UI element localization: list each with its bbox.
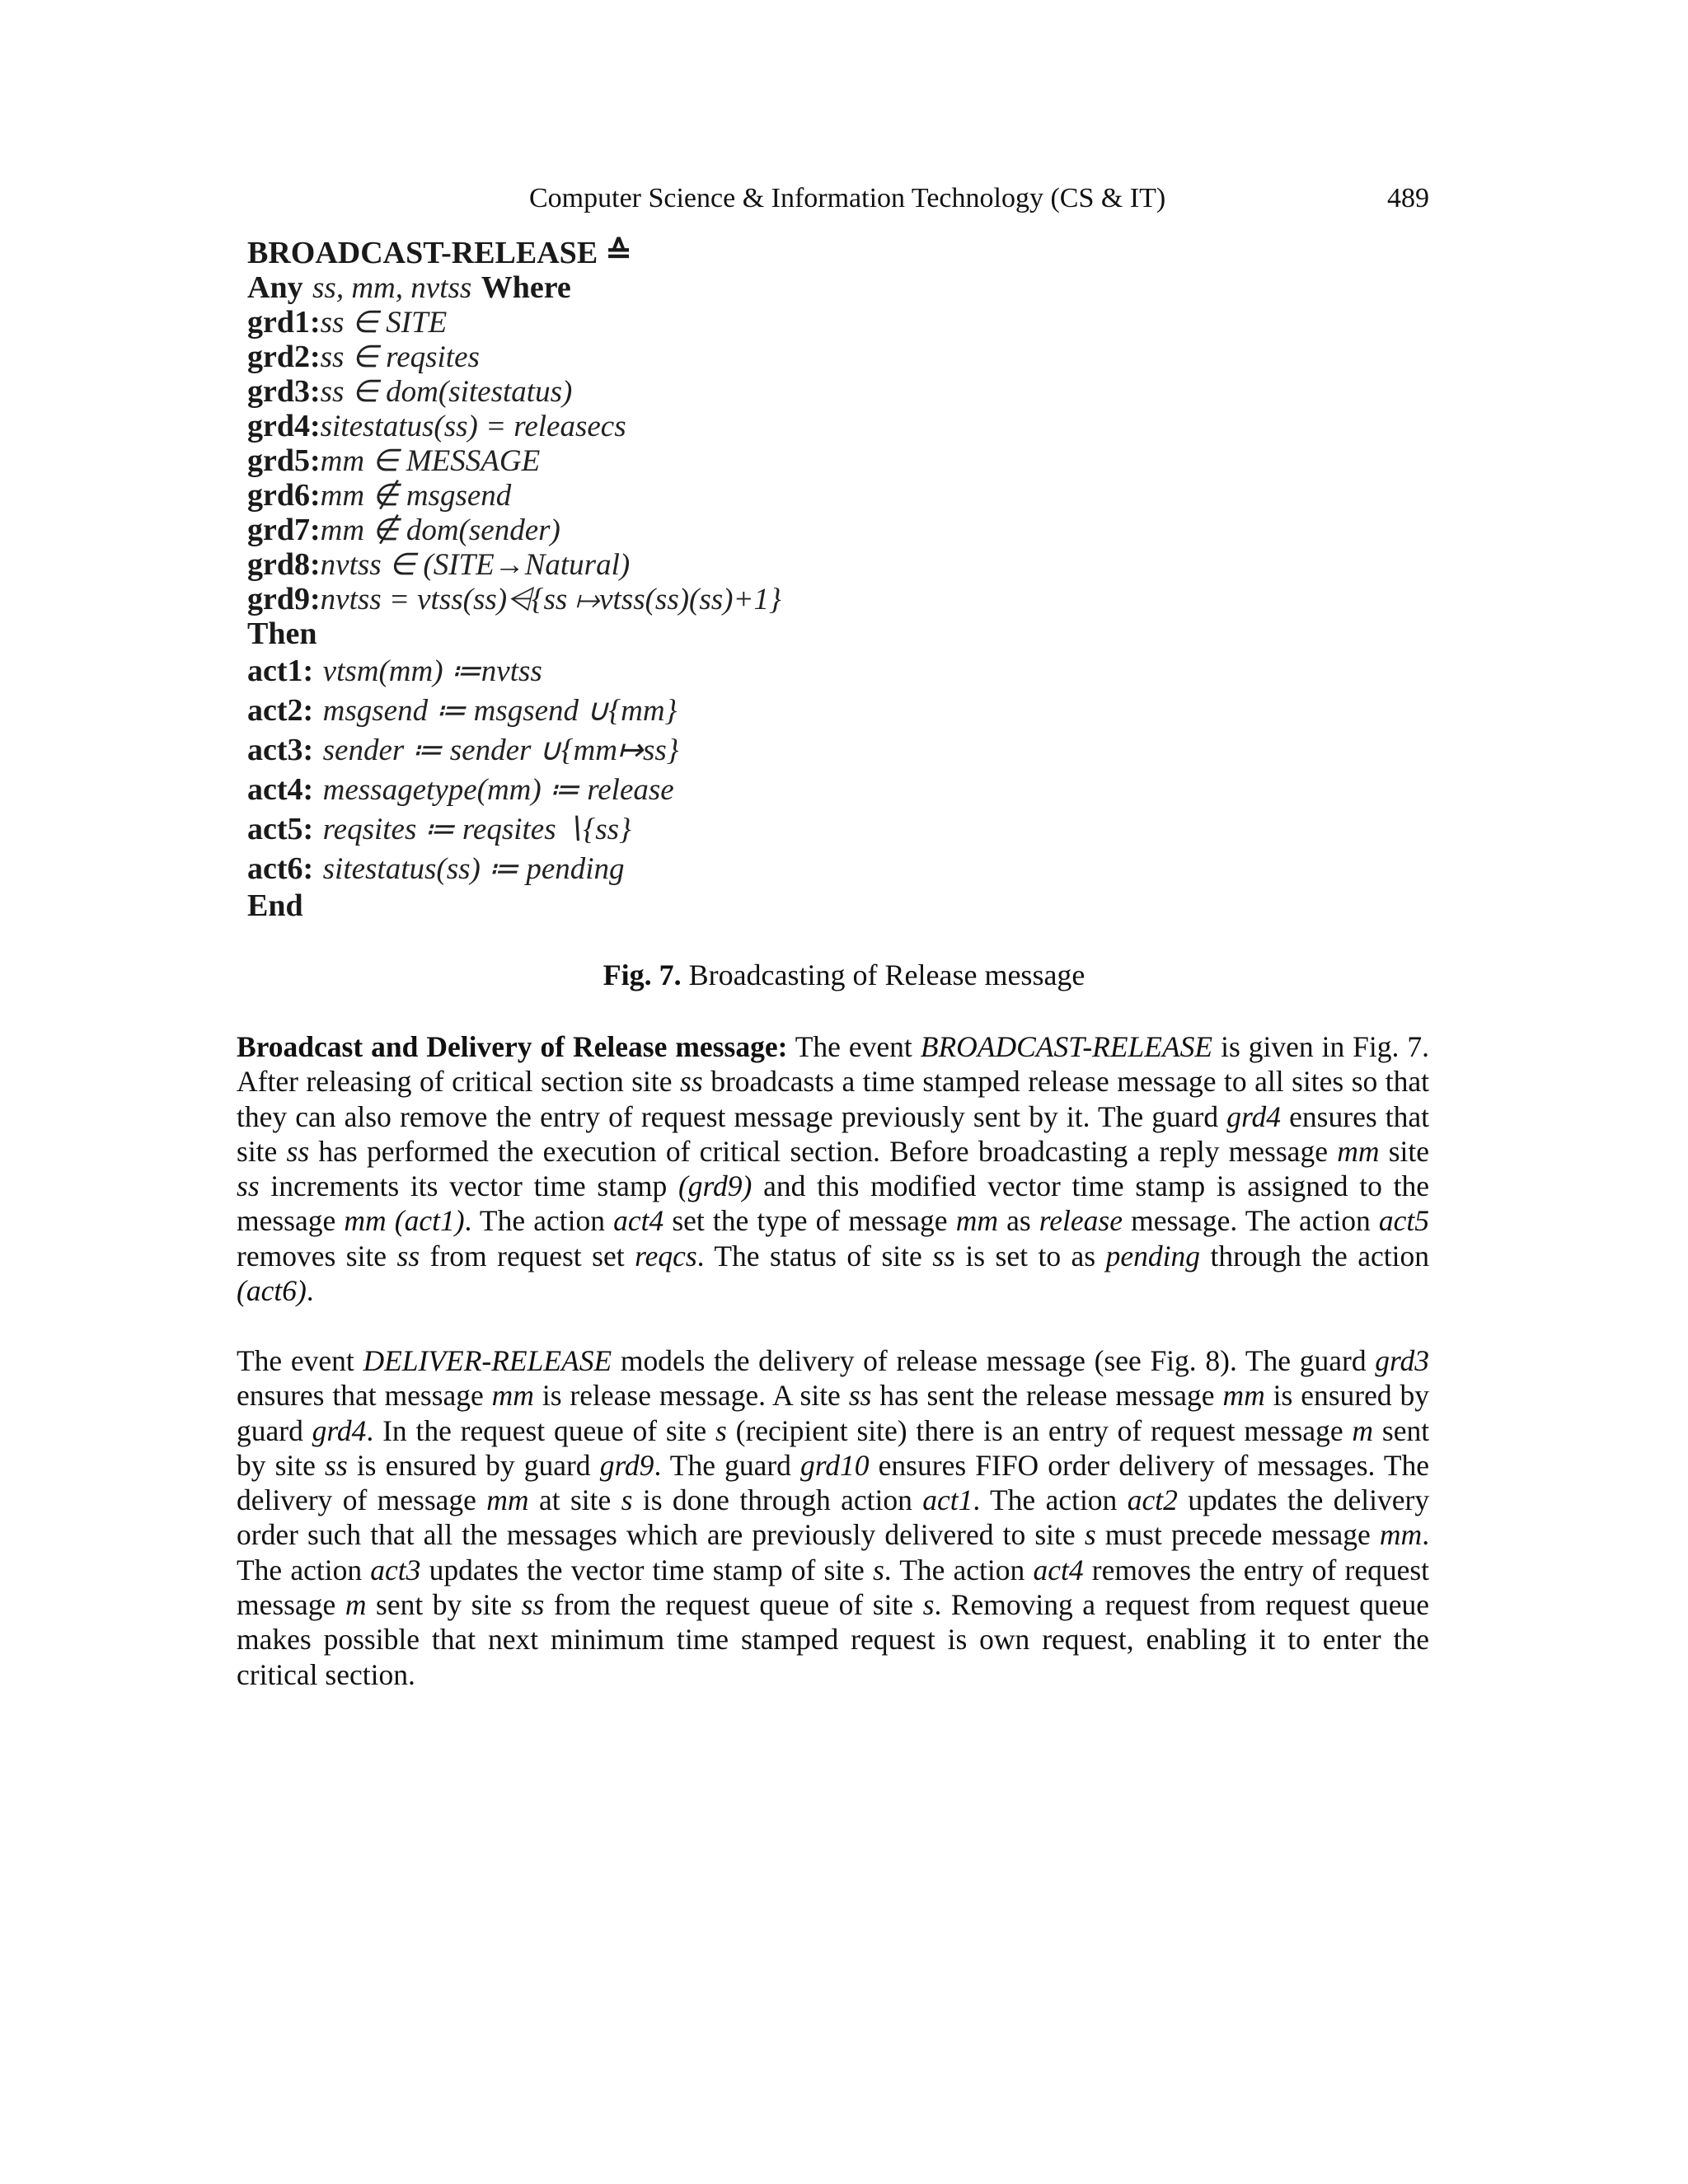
text-run: has sent the release message [879, 1379, 1215, 1413]
action-line [247, 849, 989, 888]
figure-label: Fig. 7. [603, 958, 682, 991]
text-run: sent by site [376, 1588, 513, 1622]
guard-expression: nvtss ∈ (SITE→Natural) [320, 548, 631, 582]
italic-term: mm [491, 1379, 534, 1413]
text-run: is ensured by guard [237, 1379, 1430, 1447]
guard-label: grd2: [247, 340, 321, 374]
text-run: broadcasts a time stamped release message to all sites so that they can also remove the entry of request message previously sent by it. The guard [237, 1065, 1430, 1133]
italic-term: reqcs [635, 1239, 697, 1272]
action-expression: sender ≔ sender ∪{mm↦ss} [322, 733, 679, 767]
end-keyword: End [247, 888, 303, 923]
italic-term: release [1039, 1204, 1123, 1238]
italic-term: mm [1379, 1518, 1423, 1552]
text-run: removes the entry of request message [237, 1553, 1430, 1622]
text-run: message. The action [1131, 1204, 1371, 1238]
action-expression: msgsend ≔ msgsend ∪{mm} [322, 694, 678, 728]
guard-label: grd5: [247, 443, 321, 478]
guard-line [247, 409, 989, 443]
text-run: . The status of site [696, 1239, 922, 1272]
action-label: act2: [247, 693, 314, 728]
text-run: at site [538, 1483, 612, 1517]
italic-term: act3 [370, 1553, 421, 1586]
text-run: updates the vector time stamp of site [429, 1553, 865, 1586]
text-run: . Removing a request from request queue makes possible that next minimum time stamped request is own request, enabling it to enter the critical section. [237, 1588, 1430, 1691]
paragraph-broadcast-release [237, 1029, 1429, 1308]
guard-expression: nvtss = vtss(ss)⩤{ss ↦vtss(ss)(ss)+1} [320, 583, 781, 616]
italic-term: grd9 [599, 1448, 654, 1482]
action-line [247, 730, 989, 770]
guard-label: grd8: [247, 547, 321, 582]
text-run: is ensured by guard [356, 1448, 591, 1482]
italic-term: ss [848, 1379, 872, 1413]
text-run: is done through action [642, 1483, 912, 1517]
guard-expression: mm ∈ MESSAGE [320, 444, 541, 478]
text-run: . The action [973, 1483, 1118, 1517]
italic-term: act4 [1033, 1553, 1084, 1586]
guard-expression: mm ∉ dom(sender) [320, 513, 560, 547]
italic-term: grd4 [1226, 1099, 1282, 1133]
text-run: ensures FIFO order delivery of messages. The delivery of message [237, 1448, 1430, 1517]
text-run: must precede message [1104, 1518, 1371, 1552]
italic-term: act2 [1127, 1483, 1178, 1517]
text-run: ensures that site [237, 1099, 1430, 1168]
text-run: site [1388, 1134, 1430, 1168]
guard-label: grd3: [247, 374, 321, 409]
italic-term: DELIVER-RELEASE [363, 1344, 612, 1377]
guard-line [247, 374, 989, 409]
guard-expression: ss ∈ SITE [320, 306, 448, 340]
italic-term: pending [1105, 1239, 1200, 1272]
italic-term: ss [325, 1448, 348, 1482]
text-run: through the action [1210, 1239, 1429, 1272]
action-label: act6: [247, 851, 314, 886]
italic-term: ss [932, 1239, 955, 1272]
action-line [247, 809, 989, 849]
guard-expression: ss ∈ reqsites [320, 340, 480, 374]
italic-term: s [1084, 1518, 1096, 1552]
italic-term: grd3 [1375, 1344, 1430, 1377]
italic-term: s [872, 1553, 884, 1586]
text-run: from request set [429, 1239, 625, 1272]
guard-line [247, 582, 989, 616]
text-run: . In the request queue of site [366, 1413, 707, 1447]
text-run: The event [795, 1030, 912, 1063]
action-expression: vtsm(mm) ≔nvtss [322, 654, 542, 688]
text-run: set the type of message [672, 1204, 948, 1238]
text-run: . The action [884, 1553, 1025, 1586]
text-run: from the request queue of site [553, 1588, 914, 1622]
italic-term: grd4 [312, 1413, 367, 1447]
figure-caption [0, 958, 1688, 992]
text-run: is set to as [965, 1239, 1096, 1272]
where-keyword: Where [481, 270, 571, 305]
text-run: is given in Fig. 7. After releasing of critical section site [237, 1030, 1430, 1099]
italic-term: mm (act1) [344, 1204, 465, 1238]
italic-term: ss [396, 1239, 420, 1272]
italic-term: m [1352, 1413, 1374, 1447]
guard-line [247, 340, 989, 374]
text-run: (recipient site) there is an entry of request message [735, 1413, 1343, 1447]
italic-term: ss [237, 1169, 260, 1203]
text-run: . The action [237, 1518, 1430, 1586]
guard-line [247, 478, 989, 513]
text-run: sent by site [237, 1413, 1430, 1482]
guard-line [247, 513, 989, 547]
text-run: increments its vector time stamp [270, 1169, 668, 1203]
italic-term: act1 [922, 1483, 973, 1517]
text-run: as [1006, 1204, 1031, 1238]
running-header: Computer Science & Information Technology (CS & IT) [529, 183, 1166, 213]
action-line [247, 651, 989, 691]
guard-label: grd4: [247, 409, 321, 443]
italic-term: (grd9) [678, 1169, 753, 1203]
guard-line [247, 443, 989, 478]
action-label: act4: [247, 772, 314, 807]
text-run: . [306, 1274, 314, 1308]
page-header [237, 183, 1429, 221]
italic-term: s [922, 1588, 935, 1622]
italic-term: ss [521, 1588, 545, 1622]
action-expression: messagetype(mm) ≔ release [322, 773, 674, 807]
paragraph-heading: Broadcast and Delivery of Release message: [237, 1030, 788, 1063]
guard-label: grd9: [247, 582, 321, 616]
text-run: updates the delivery order such that all the messages which are previously delivered to site [237, 1483, 1430, 1552]
guard-expression: ss ∈ dom(sitestatus) [320, 375, 573, 409]
italic-term: act5 [1378, 1204, 1430, 1238]
text-run: . The guard [654, 1448, 791, 1482]
event-title-line [247, 236, 989, 270]
guard-label: grd7: [247, 513, 321, 547]
action-expression: reqsites ≔ reqsites ∖{ss} [322, 813, 631, 846]
italic-term: mm [486, 1483, 529, 1517]
italic-term: s [715, 1413, 727, 1447]
any-where-line [247, 270, 989, 305]
italic-term: ss [286, 1134, 310, 1168]
event-title: BROADCAST-RELEASE ≙ [247, 236, 632, 270]
guard-expression: sitestatus(ss) = releasecs [320, 410, 626, 443]
italic-term: m [345, 1588, 367, 1622]
italic-term: s [621, 1483, 633, 1517]
guard-label: grd6: [247, 478, 321, 513]
text-run: is release message. A site [542, 1379, 841, 1413]
action-line [247, 691, 989, 730]
text-run: has performed the execution of critical section. Before broadcasting a reply message [318, 1134, 1328, 1168]
guard-line [247, 305, 989, 340]
figure-caption-text: Broadcasting of Release message [688, 958, 1085, 991]
action-line [247, 770, 989, 809]
action-label: act5: [247, 812, 314, 846]
guard-label: grd1: [247, 305, 321, 340]
text-run: The event [237, 1344, 354, 1377]
guard-line [247, 547, 989, 582]
italic-term: (act6) [237, 1274, 307, 1308]
italic-term: BROADCAST-RELEASE [920, 1030, 1213, 1063]
event-b-specification [247, 236, 989, 923]
any-keyword: Any [247, 270, 303, 305]
italic-term: mm [955, 1204, 998, 1238]
text-run: models the delivery of release message (see Fig. 8). The guard [620, 1344, 1367, 1377]
italic-term: grd10 [800, 1448, 870, 1482]
action-expression: sitestatus(ss) ≔ pending [322, 852, 625, 886]
text-run: removes site [237, 1239, 387, 1272]
action-label: act1: [247, 654, 314, 688]
italic-term: ss [680, 1065, 703, 1099]
paragraph-deliver-release [237, 1343, 1429, 1692]
text-run: . The action [464, 1204, 605, 1238]
italic-term: act4 [613, 1204, 664, 1238]
then-keyword: Then [247, 616, 317, 651]
text-run: and this modified vector time stamp is assigned to the message [237, 1169, 1430, 1238]
italic-term: mm [1222, 1379, 1265, 1413]
end-line [247, 888, 989, 923]
italic-term: mm [1337, 1134, 1380, 1168]
text-run: ensures that message [237, 1379, 484, 1413]
page-number: 489 [1387, 183, 1429, 213]
then-line [247, 616, 989, 651]
any-parameters: ss, mm, nvtss [312, 271, 472, 305]
guard-expression: mm ∉ msgsend [320, 479, 512, 513]
action-label: act3: [247, 733, 314, 767]
